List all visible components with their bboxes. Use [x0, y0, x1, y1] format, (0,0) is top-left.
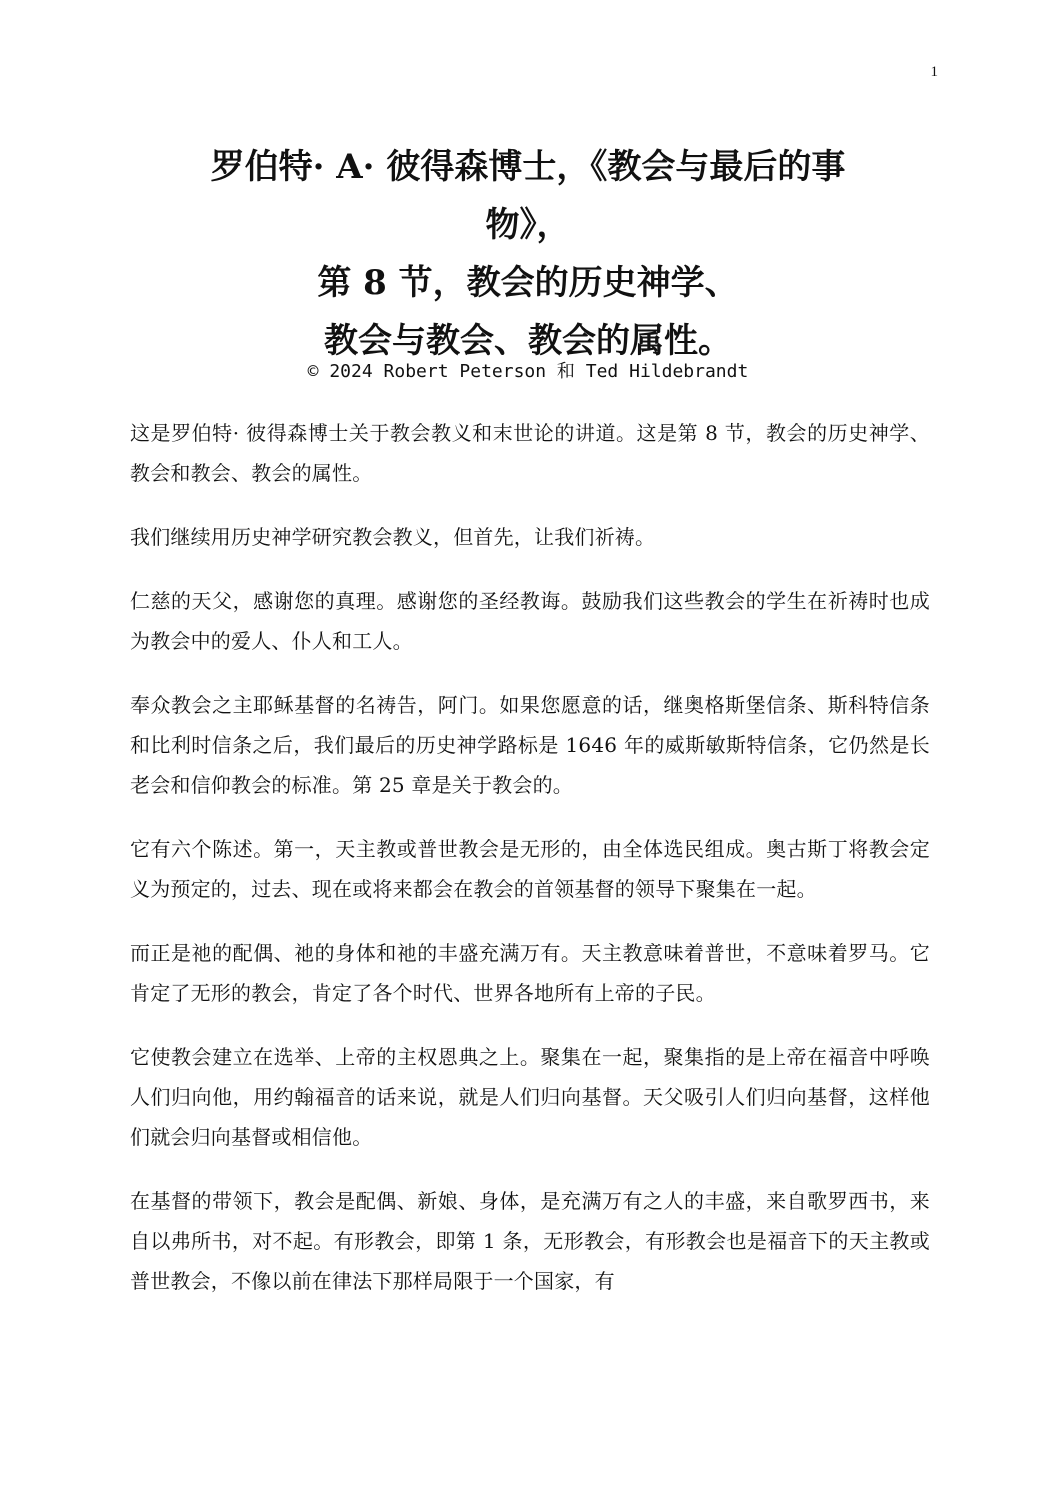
document-title	[130, 138, 926, 370]
paragraph: 而正是祂的配偶、祂的身体和祂的丰盛充满万有。天主教意味着普世，不意味着罗马。它肯定了无形的教会，肯定了各个时代、世界各地所有上帝的子民。	[130, 941, 930, 1005]
paragraph: 在基督的带领下，教会是配偶、新娘、身体，是充满万有之人的丰盛，来自歌罗西书，来自以弗所书，对不起。有形教会，即第 1 条，无形教会，有形教会也是福音下的天主教或普世教会，不像以前在律法下那样局限于一个国家，有	[130, 1189, 930, 1293]
title-line-4: 教会与教会、教会的属性。	[324, 321, 732, 361]
paragraph: 这是罗伯特· 彼得森博士关于教会教义和末世论的讲道。这是第 8 节，教会的历史神学、教会和教会、教会的属性。	[130, 421, 930, 485]
paragraph: 它有六个陈述。第一，天主教或普世教会是无形的，由全体选民组成。奥古斯丁将教会定义为预定的，过去、现在或将来都会在教会的首领基督的领导下聚集在一起。	[130, 837, 930, 901]
copyright-line: © 2024 Robert Peterson 和 Ted Hildebrandt	[307, 361, 749, 382]
page-number: 1	[930, 64, 938, 80]
paragraph: 仁慈的天父，感谢您的真理。感谢您的圣经教诲。鼓励我们这些教会的学生在祈祷时也成为教会中的爱人、仆人和工人。	[130, 589, 930, 653]
title-line-2: 物》，	[485, 205, 571, 245]
title-line-3: 第 8 节，教会的历史神学、	[317, 263, 739, 303]
paragraph: 奉众教会之主耶稣基督的名祷告，阿门。如果您愿意的话，继奥格斯堡信条、斯科特信条和比利时信条之后，我们最后的历史神学路标是 1646 年的威斯敏斯特信条，它仍然是长老会和信仰教会的标准。第 25 章是关于教会的。	[130, 693, 930, 797]
paragraph: 我们继续用历史神学研究教会教义，但首先，让我们祈祷。	[130, 525, 656, 549]
title-line-1: 罗伯特· A· 彼得森博士，《教会与最后的事	[210, 147, 846, 187]
paragraph: 它使教会建立在选举、上帝的主权恩典之上。聚集在一起，聚集指的是上帝在福音中呼唤人们归向他，用约翰福音的话来说，就是人们归向基督。天父吸引人们归向基督，这样他们就会归向基督或相信他。	[130, 1045, 930, 1149]
body-text	[130, 413, 930, 1325]
